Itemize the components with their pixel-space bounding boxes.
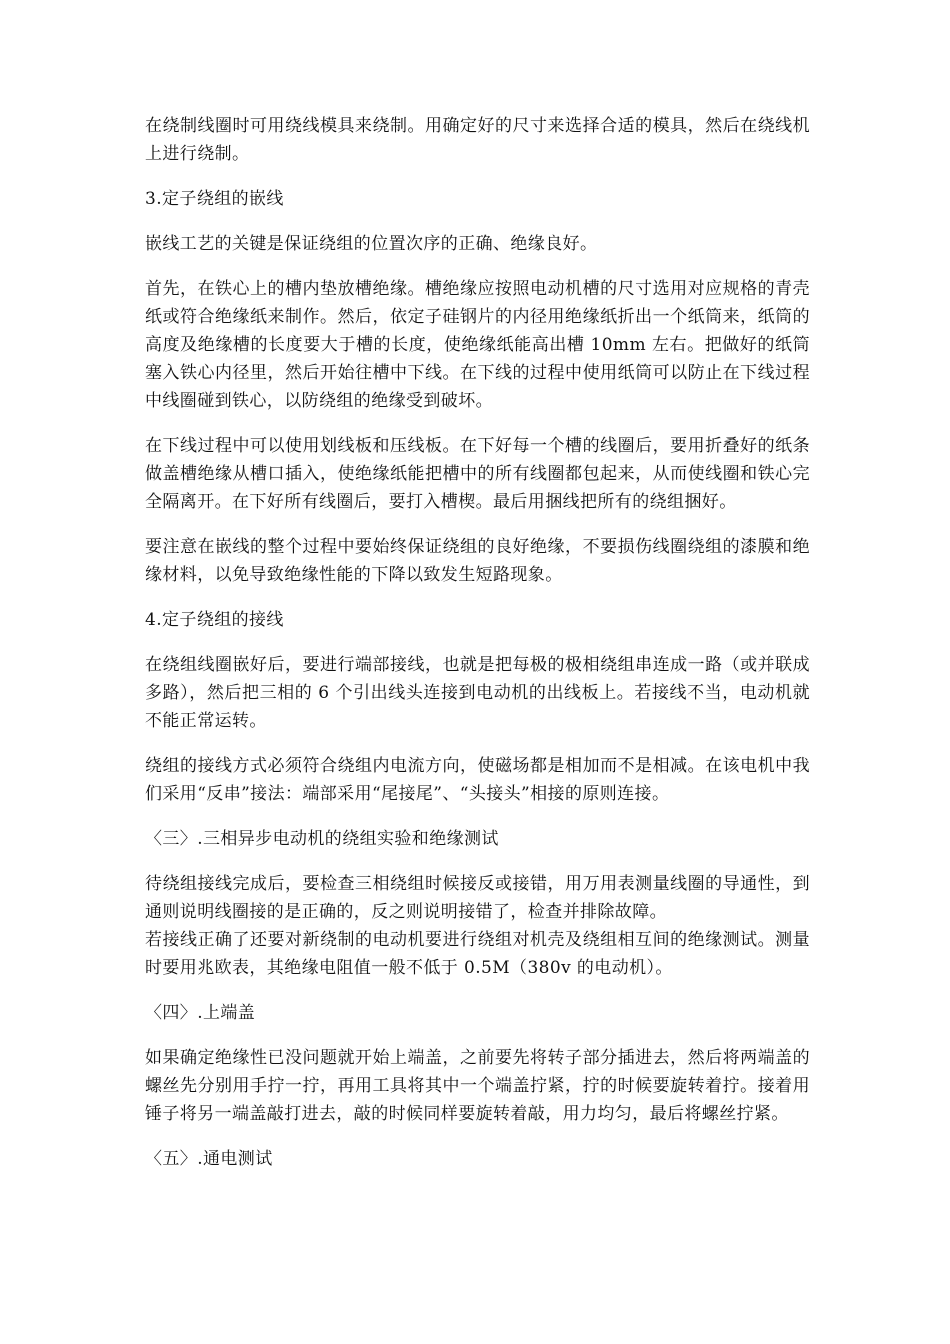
paragraph-coil-winding <box>145 112 810 168</box>
heading-stator-wiring: 4.定子绕组的接线 <box>145 610 284 630</box>
paragraph-end-wiring <box>145 651 810 735</box>
paragraph-text: 若接线正确了还要对新绕制的电动机要进行绕组对机壳及绕组相互间的绝缘测试。测量时要用兆欧表，其绝缘电阻值一般不低于 0.5M（380v 的电动机）。 <box>145 930 810 978</box>
paragraph-text: 在绕制线圈时可用绕线模具来绕制。用确定好的尺寸来选择合适的模具，然后在绕线机上进行绕制。 <box>145 116 810 164</box>
paragraph-text: 如果确定绝缘性已没问题就开始上端盖，之前要先将转子部分插进去，然后将两端盖的螺丝先分别用手拧一拧，再用工具将其中一个端盖拧紧，拧的时候要旋转着拧。接着用锤子将另一端盖敲打进去，敲的时候同样要旋转着敲，用力均匀，最后将螺丝拧紧。 <box>145 1048 810 1124</box>
paragraph-text: 在绕组线圈嵌好后，要进行端部接线，也就是把每极的极相绕组串连成一路（或并联成多路），然后把三相的 6 个引出线头连接到电动机的出线板上。若接线不当，电动机就不能正常运转。 <box>145 655 810 731</box>
paragraph-wiring-method <box>145 752 810 808</box>
paragraph-text: 要注意在嵌线的整个过程中要始终保证绕组的良好绝缘，不要损伤线圈绕组的漆膜和绝缘材料，以免导致绝缘性能的下降以致发生短路现象。 <box>145 537 810 585</box>
paragraph-wire-laying <box>145 432 810 516</box>
paragraph-embedding-key <box>145 230 810 258</box>
heading-stator-embedding: 3.定子绕组的嵌线 <box>145 189 284 209</box>
heading-section-4: 〈四〉.上端盖 <box>145 1003 256 1023</box>
paragraph-end-cover <box>145 1044 810 1128</box>
paragraph-text: 首先，在铁心上的槽内垫放槽绝缘。槽绝缘应按照电动机槽的尺寸选用对应规格的青壳纸或符合绝缘纸来制作。然后，依定子硅钢片的内径用绝缘纸折出一个纸筒来，纸筒的高度及绝缘槽的长度要大于槽的长度，使绝缘纸能高出槽 10mm 左右。把做好的纸筒塞入铁心内径里，然后开始往槽中下线。在下线的过程中使用纸筒可以防止在下线过程中线圈碰到铁心，以防绕组的绝缘受到破坏。 <box>145 279 810 411</box>
heading-section-5: 〈五〉.通电测试 <box>145 1149 273 1169</box>
paragraph-text: 绕组的接线方式必须符合绕组内电流方向，使磁场都是相加而不是相减。在该电机中我们采用“反串”接法：端部采用“尾接尾”、“头接头”相接的原则连接。 <box>145 756 810 804</box>
document-body <box>145 112 810 1190</box>
paragraph-winding-test <box>145 870 810 982</box>
heading-section-3: 〈三〉.三相异步电动机的绕组实验和绝缘测试 <box>145 829 499 849</box>
paragraph-insulation-caution <box>145 533 810 589</box>
paragraph-slot-insulation <box>145 275 810 415</box>
paragraph-text: 嵌线工艺的关键是保证绕组的位置次序的正确、绝缘良好。 <box>145 234 598 254</box>
paragraph-text: 待绕组接线完成后，要检查三相绕组时候接反或接错，用万用表测量线圈的导通性，到通则说明线圈接的是正确的，反之则说明接错了，检查并排除故障。 <box>145 874 810 922</box>
paragraph-text: 在下线过程中可以使用划线板和压线板。在下好每一个槽的线圈后，要用折叠好的纸条做盖槽绝缘从槽口插入，使绝缘纸能把槽中的所有线圈都包起来，从而使线圈和铁心完全隔离开。在下好所有线圈后，要打入槽楔。最后用捆线把所有的绕组捆好。 <box>145 436 810 512</box>
